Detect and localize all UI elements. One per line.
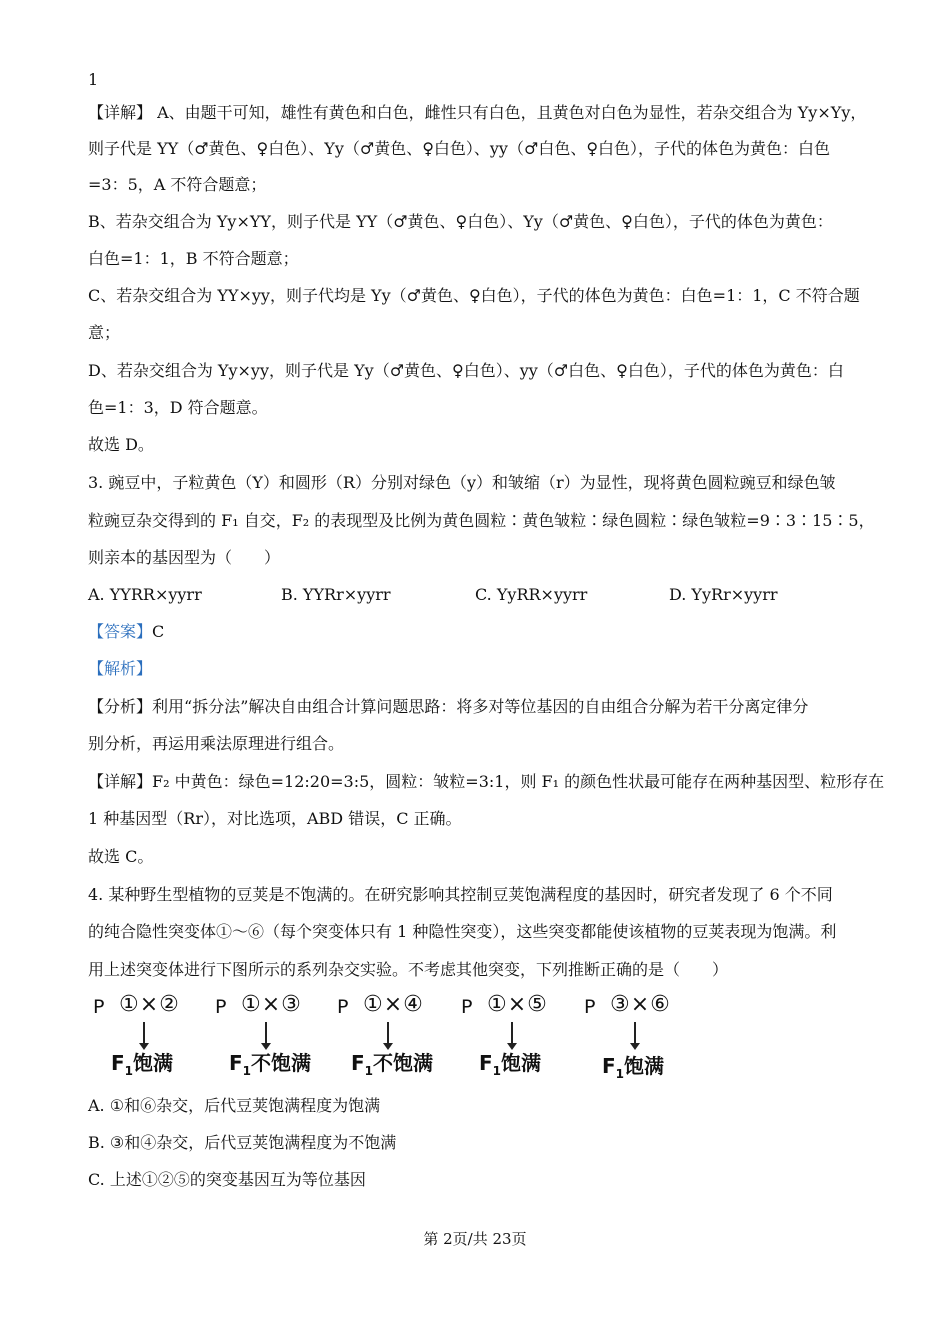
section-label: 【详解】 — [88, 772, 153, 791]
parent-pair: ①×④ — [363, 992, 424, 1017]
text-line: 用上述突变体进行下图所示的系列杂交实验。不考虑其他突变，下列推断正确的是（ ） — [88, 960, 729, 979]
text-line: 则亲本的基因型为（ ） — [88, 548, 281, 567]
option-a-q4: A. ①和⑥杂交，后代豆荚饱满程度为饱满 — [88, 1096, 381, 1115]
text-line: 【详解】 A、由题干可知，雄性有黄色和白色，雌性只有白色，且黄色对白色为显性，若杂交组合为 Yy×Yy， — [88, 103, 867, 122]
option-b: B. YYRr×yyrr — [281, 585, 391, 604]
option-b-q4: B. ③和④杂交，后代豆荚饱满程度为不饱满 — [88, 1133, 397, 1152]
cross-diagram-3 — [337, 992, 477, 1082]
analysis-label: 【解析】 — [88, 659, 153, 678]
text-line: 粒豌豆杂交得到的 F₁ 自交，F₂ 的表现型及比例为黄色圆粒∶黄色皱粒∶绿色圆粒∶绿色皱粒=9∶3∶15∶5， — [88, 511, 875, 530]
text-line: 白色=1：1，B 不符合题意； — [88, 249, 299, 268]
text-line: 则子代是 YY（♂黄色、♀白色）、Yy（♂黄色、♀白色）、yy（♂白色、♀白色），子代的体色为黄色：白色 — [88, 139, 831, 158]
parent-pair: ①×③ — [241, 992, 302, 1017]
text-line: 故选 C。 — [88, 847, 154, 866]
offspring-label: $F_1$不饱满 — [229, 1051, 312, 1078]
cross-diagram-5 — [584, 992, 724, 1082]
parent-pair: ①×② — [119, 992, 180, 1017]
text-line: B、若杂交组合为 Yy×YY，则子代是 YY（♂黄色、♀白色）、Yy（♂黄色、♀白色），子代的体色为黄色： — [88, 212, 833, 231]
parent-label: P — [584, 996, 596, 1018]
answer-label: 【答案】 — [88, 622, 153, 641]
question-4-line: 4. 某种野生型植物的豆荚是不饱满的。在研究影响其控制豆荚饱满程度的基因时，研究者发现了 6 个不同 — [88, 885, 833, 904]
parent-label: P — [337, 996, 349, 1018]
option-a: A. YYRR×yyrr — [88, 585, 202, 604]
text-line: 的纯合隐性突变体①～⑥（每个突变体只有 1 种隐性突变），这些突变都能使该植物的豆荚表现为饱满。利 — [88, 922, 837, 941]
option-c-q4: C. 上述①②⑤的突变基因互为等位基因 — [88, 1170, 366, 1189]
parent-pair: ③×⑥ — [610, 992, 671, 1017]
down-arrow-icon — [511, 1022, 513, 1044]
page-number-top: 1 — [88, 70, 99, 89]
text-line: 【详解】F₂ 中黄色：绿色=12:20=3:5，圆粒：皱粒=3:1，则 F₁ 的颜色性状最可能存在两种基因型、粒形存在 — [88, 772, 885, 791]
option-c: C. YyRR×yyrr — [475, 585, 588, 604]
down-arrow-icon — [634, 1022, 636, 1044]
offspring-label: $F_1$不饱满 — [351, 1051, 434, 1078]
section-label: 【分析】 — [88, 697, 153, 716]
text-line: D、若杂交组合为 Yy×yy，则子代是 Yy（♂黄色、♀白色）、yy（♂白色、♀白色），子代的体色为黄色：白 — [88, 361, 844, 380]
text-line: 【分析】利用“拆分法”解决自由组合计算问题思路：将多对等位基因的自由组合分解为若干分离定律分 — [88, 697, 809, 716]
parent-pair: ①×⑤ — [487, 992, 548, 1017]
text-line: 故选 D。 — [88, 435, 154, 454]
text-line: =3：5，A 不符合题意； — [88, 175, 267, 194]
text-line: 1 种基因型（Rr），对比选项，ABD 错误，C 正确。 — [88, 809, 462, 828]
option-d: D. YyRr×yyrr — [669, 585, 778, 604]
down-arrow-icon — [387, 1022, 389, 1044]
page-footer: 第 2页/共 23页 — [423, 1230, 527, 1248]
parent-label: P — [215, 996, 227, 1018]
text-line: 色=1：3，D 符合题意。 — [88, 398, 268, 417]
parent-label: P — [461, 996, 473, 1018]
offspring-label: $F_1$饱满 — [602, 1054, 665, 1081]
answer-line — [88, 622, 164, 642]
offspring-label: $F_1$饱满 — [479, 1051, 542, 1078]
offspring-label: $F_1$饱满 — [111, 1051, 174, 1078]
question-3-line: 3. 豌豆中，子粒黄色（Y）和圆形（R）分别对绿色（y）和皱缩（r）为显性，现将黄色圆粒豌豆和绿色皱 — [88, 473, 836, 492]
cross-diagram-2 — [215, 992, 355, 1082]
down-arrow-icon — [143, 1022, 145, 1044]
down-arrow-icon — [265, 1022, 267, 1044]
cross-diagram-4 — [461, 992, 601, 1082]
answer-value: C — [152, 622, 165, 641]
text-line: 意； — [88, 323, 121, 342]
text-line: C、若杂交组合为 YY×yy，则子代均是 Yy（♂黄色、♀白色），子代的体色为黄色：白色=1：1，C 不符合题 — [88, 286, 860, 305]
section-label: 【详解】 — [88, 103, 153, 122]
cross-diagram-1 — [93, 992, 233, 1082]
parent-label: P — [93, 996, 105, 1018]
text-line: 别分析，再运用乘法原理进行组合。 — [88, 734, 345, 753]
